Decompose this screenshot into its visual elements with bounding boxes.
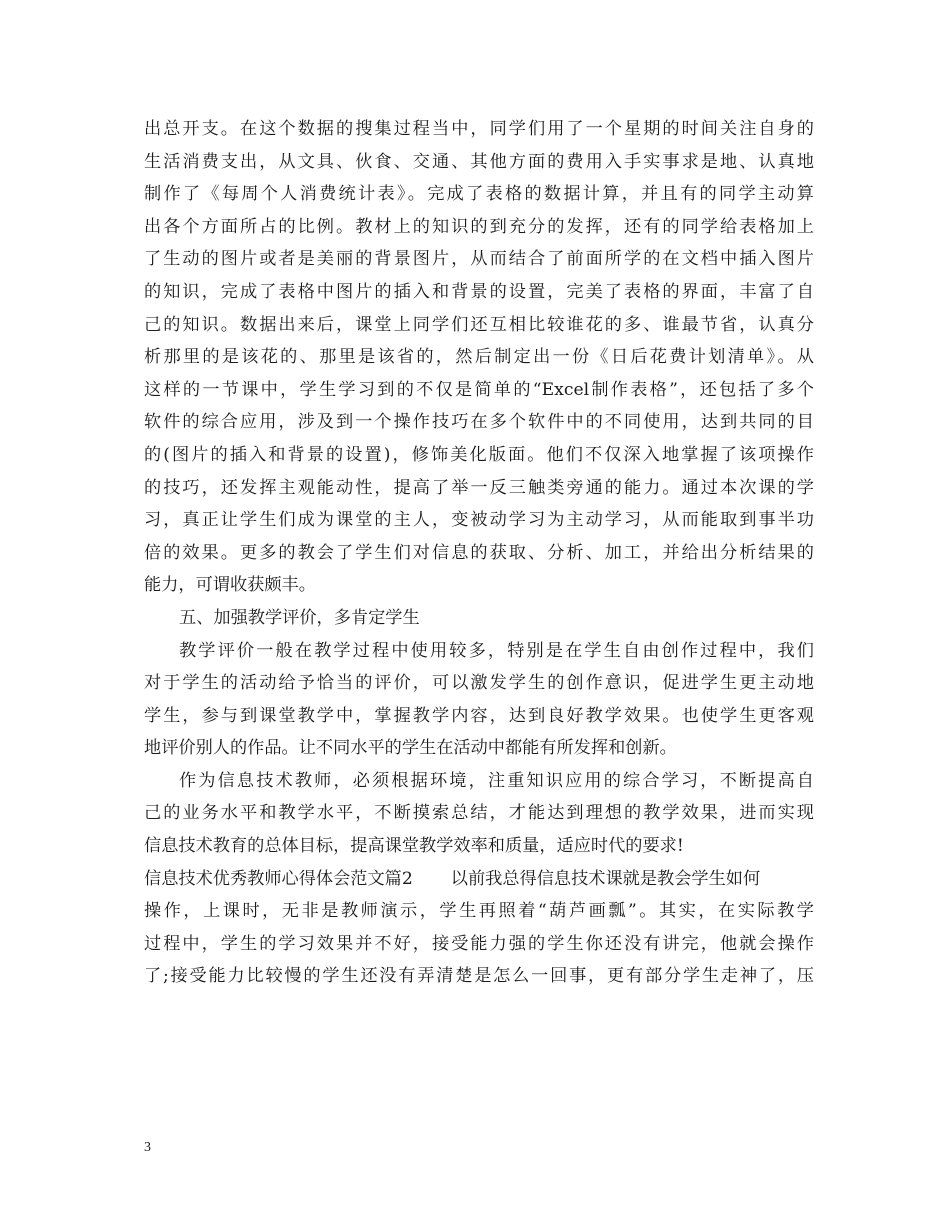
text-line: 己的业务水平和教学水平，不断摸索总结，才能达到理想的教学效果，进而实现 — [144, 803, 814, 824]
text-line: 习，真正让学生们成为课堂的主人，变被动学习为主动学习，从而能取到事半功 — [144, 510, 814, 531]
text-line: 过程中，学生的学习效果并不好，接受能力强的学生你还没有讲完，他就会操作 — [144, 933, 814, 954]
text-line: 生活消费支出，从文具、伙食、交通、其他方面的费用入手实事求是地、认真地 — [144, 151, 814, 172]
text-line: 能力，可谓收获颇丰。 — [144, 575, 316, 596]
section-heading: 五、加强教学评价，多肯定学生 — [179, 607, 420, 628]
text-line: 析那里的是该花的、那里是该省的，然后制定出一份《日后花费计划清单》。从 — [144, 347, 814, 368]
page-number: 3 — [144, 1140, 151, 1155]
text-line: 信息技术教育的总体目标，提高课堂教学效率和质量，适应时代的要求! — [144, 836, 684, 857]
text-line: 这样的一节课中，学生学习到的不仅是简单的“Excel制作表格”，还包括了多个 — [144, 379, 814, 400]
text-line: 制作了《每周个人消费统计表》。完成了表格的数据计算，并且有的同学主动算 — [144, 184, 814, 205]
text-line: 的(图片的插入和背景的设置)，修饰美化版面。他们不仅深入地掌握了该项操作 — [144, 444, 814, 465]
text-line: 了;接受能力比较慢的学生还没有弄清楚是怎么一回事，更有部分学生走神了，压 — [144, 966, 814, 987]
text-line: 教学评价一般在教学过程中使用较多，特别是在学生自由创作过程中，我们 — [179, 640, 814, 661]
text-line: 的知识，完成了表格中图片的插入和背景的设置，完美了表格的界面，丰富了自 — [144, 281, 814, 302]
text-line: 倍的效果。更多的教会了学生们对信息的获取、分析、加工，并给出分析结果的 — [144, 542, 814, 563]
body-text — [144, 113, 814, 993]
text-line: 地评价别人的作品。让不同水平的学生在活动中都能有所发挥和创新。 — [144, 738, 677, 759]
text-line: 学生，参与到课堂教学中，掌握教学内容，达到良好教学效果。也使学生更客观 — [144, 705, 814, 726]
text-line: 操作，上课时，无非是教师演示，学生再照着“葫芦画瓢”。其实，在实际教学 — [144, 901, 814, 922]
text-line: 作为信息技术教师，必须根据环境，注重知识应用的综合学习，不断提高自 — [179, 770, 814, 791]
text-line: 的技巧，还发挥主观能动性，提高了举一反三触类旁通的能力。通过本次课的学 — [144, 477, 814, 498]
article-title: 信息技术优秀教师心得体会范文篇2 — [144, 868, 413, 889]
text-line: 己的知识。数据出来后，课堂上同学们还互相比较谁花的多、谁最节省，认真分 — [144, 314, 814, 335]
text-line: 出各个方面所占的比例。教材上的知识的到充分的发挥，还有的同学给表格加上 — [144, 216, 814, 237]
text-line: 软件的综合应用，涉及到一个操作技巧在多个软件中的不同使用，达到共同的目 — [144, 412, 814, 433]
text-line: 了生动的图片或者是美丽的背景图片，从而结合了前面所学的在文档中插入图片 — [144, 249, 814, 270]
article-title-line — [144, 863, 814, 896]
text-line: 出总开支。在这个数据的搜集过程当中，同学们用了一个星期的时间关注自身的 — [144, 119, 814, 139]
text-line: 以前我总得信息技术课就是教会学生如何 — [450, 868, 761, 889]
text-line: 对于学生的活动给予恰当的评价，可以激发学生的创作意识，促进学生更主动地 — [144, 673, 814, 694]
